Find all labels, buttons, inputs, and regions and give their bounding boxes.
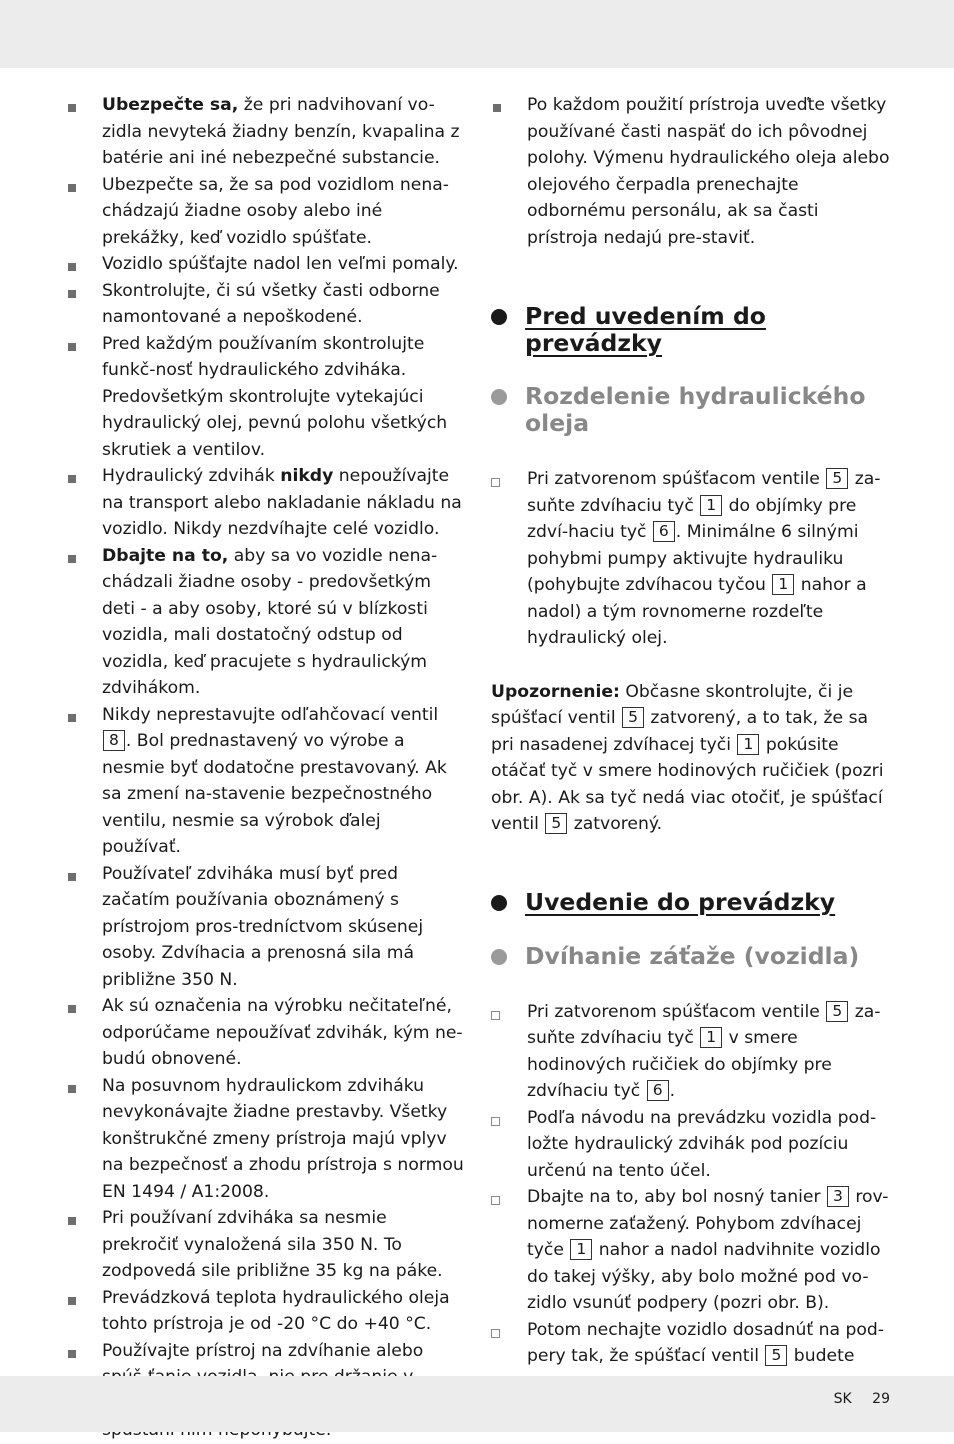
item-text	[102, 546, 437, 699]
text-run: Dbajte na to, aby bol nosný tanier	[527, 1187, 826, 1207]
text-run: . Bol prednastavený vo výrobe a nesmie byť dodatočne prestavovaný. Ak sa zmení na-stavenie bezpečnostného ventilu, nesmie sa výrobok ďalej používať.	[102, 731, 447, 857]
square-bullet-icon	[68, 343, 76, 351]
text-run: Používajte prístroj na zdvíhanie alebo	[102, 1340, 424, 1361]
checkbox-bullet-icon	[491, 1117, 500, 1126]
step-item	[491, 999, 891, 1105]
footer-band	[0, 1376, 954, 1432]
part-reference-number: 1	[700, 1027, 722, 1048]
text-run: v smere hodinových ručičiek do objímky pre zdvíhaciu tyč	[527, 1028, 832, 1101]
part-reference-number: 5	[622, 707, 644, 728]
item-text	[527, 1002, 880, 1102]
square-bullet-icon	[68, 555, 76, 563]
square-bullet-icon	[68, 1297, 76, 1305]
bullet-dot-icon	[491, 949, 507, 965]
square-bullet-icon	[68, 1350, 76, 1358]
square-bullet-icon	[68, 1005, 76, 1013]
left-column	[66, 92, 464, 1444]
step-item	[491, 1317, 891, 1370]
text-run: Nikdy neprestavujte odľahčovací ventil	[102, 704, 439, 725]
square-bullet-icon	[68, 1085, 76, 1093]
item-text	[102, 175, 449, 248]
text-run: že pri nadvihovaní vo-zidla nevyteká žiadny benzín, kvapalina z batérie ani iné nebezpečné substancie.	[102, 95, 460, 168]
text-run: budete	[788, 1346, 855, 1366]
safety-item	[66, 993, 464, 1073]
item-text	[102, 1288, 450, 1335]
square-bullet-icon	[68, 475, 76, 483]
step-item	[491, 1105, 891, 1185]
heading-text: Rozdelenie hydraulického oleja	[525, 382, 866, 437]
step-item	[491, 466, 891, 652]
text-run: Po každom použití prístroja uveďte všetky používané časti naspäť do ich pôvodnej polohy. Výmenu hydraulického oleja alebo olejového čerpadla prenechajte odbornému personálu, ak sa časti prístroja nedajú pre-staviť.	[527, 95, 890, 248]
safety-item	[491, 92, 891, 251]
square-bullet-icon	[493, 104, 501, 112]
part-reference-number: 8	[103, 730, 125, 751]
part-reference-number: 5	[826, 468, 848, 489]
text-run: pokúsite otáčať tyč v smere hodinových ručičiek (pozri obr. A). Ak sa tyč nedá viac otočiť, je spúšťací ventil	[491, 734, 884, 834]
text-run: rov-nomerne zaťažený. Pohybom zdvíhacej tyče	[527, 1187, 889, 1260]
language-code: SK	[833, 1391, 852, 1407]
step-item	[491, 1184, 891, 1317]
part-reference-number: 1	[737, 734, 759, 755]
square-bullet-icon	[68, 263, 76, 271]
text-run: Pri zatvorenom spúšťacom ventile	[527, 1001, 826, 1022]
part-reference-number: 1	[570, 1239, 592, 1260]
safety-item	[66, 463, 464, 543]
text-run: Podľa návodu na prevádzku vozidla pod-ložte hydraulický zdvihák pod pozíciu určenú na tento účel.	[527, 1107, 877, 1181]
text-run: Pred každým používaním skontrolujte funkč-nosť hydraulického zdviháka. Predovšetkým skontrolujte vytekajúci hydraulický olej, pevnú polohu všetkých skrutiek a ventilov.	[102, 333, 448, 460]
subsection-heading	[491, 943, 891, 970]
item-text	[102, 95, 460, 168]
bold-text: Upozornenie:	[491, 681, 620, 702]
part-reference-number: 5	[765, 1345, 787, 1366]
part-reference-number: 6	[647, 1080, 669, 1101]
text-run: za-suňte zdvíhaciu tyč	[527, 469, 881, 516]
heading-text: Uvedenie do prevádzky	[525, 887, 836, 916]
heading-text: Pred uvedením do prevádzky	[525, 302, 766, 357]
checkbox-bullet-icon	[491, 1011, 500, 1020]
bold-text: nikdy	[280, 466, 334, 486]
part-reference-number: 3	[827, 1186, 849, 1207]
item-text	[102, 466, 462, 539]
text-run: Občasne skontrolujte, či je spúšťací ventil	[491, 681, 854, 728]
part-reference-number: 1	[700, 495, 722, 516]
text-run: nahor a nadol nadvihnite vozidlo do takej výšky, aby bolo možné pod vo-zidlo vsunúť podpery (pozri obr. B).	[527, 1240, 881, 1313]
checkbox-bullet-icon	[491, 478, 500, 487]
square-bullet-icon	[68, 104, 76, 112]
bullet-dot-icon	[491, 389, 507, 405]
subsection-heading	[491, 383, 891, 437]
item-text	[102, 281, 440, 328]
page-footer	[834, 1391, 890, 1407]
text-run: Ubezpečte sa, že sa pod vozidlom nena-chádzajú žiadne osoby alebo iné prekážky, keď vozidlo spúšťate.	[102, 174, 450, 248]
item-text	[102, 254, 459, 274]
safety-item	[66, 543, 464, 702]
text-run: zatvorený.	[568, 814, 663, 834]
item-text	[102, 334, 447, 460]
heading-text: Dvíhanie záťaže (vozidla)	[525, 941, 860, 970]
note-paragraph	[491, 679, 891, 838]
note-text	[491, 682, 883, 835]
item-text	[102, 996, 463, 1069]
text-run: .	[669, 1081, 676, 1101]
safety-item	[66, 251, 464, 278]
text-run: . Minimálne 6 silnými pohybmi pumpy aktivujte hydrauliku (pohybujte zdvíhacou tyčou	[527, 522, 859, 595]
item-text	[102, 1076, 464, 1202]
item-text	[527, 1187, 888, 1313]
section-heading	[491, 889, 891, 916]
bullet-dot-icon	[491, 895, 507, 911]
safety-item	[66, 331, 464, 464]
text-run: Skontrolujte, či sú všetky časti odborne namontované a nepoškodené.	[102, 280, 440, 327]
item-text	[527, 1320, 884, 1367]
safety-item	[66, 278, 464, 331]
text-run: Pri používaní zdviháka sa nesmie prekročiť vynaložená sila 350 N. To zodpovedá sile približne 35 kg na páke.	[102, 1208, 443, 1281]
checkbox-bullet-icon	[491, 1329, 500, 1338]
checkbox-bullet-icon	[491, 1196, 500, 1205]
part-reference-number: 5	[545, 813, 567, 834]
text-run: aby sa vo vozidle nena-chádzali žiadne osoby - predovšetkým deti - a aby osoby, ktoré sú v blízkosti vozidla, mali dostatočný odstup od vozidla, keď pracujete s hydraulickým zdvihákom.	[102, 545, 438, 698]
item-text	[102, 864, 423, 990]
bullet-dot-icon	[491, 309, 507, 325]
part-reference-number: 6	[653, 521, 675, 542]
section-heading	[491, 303, 891, 357]
text-run: Používateľ zdviháka musí byť pred začatím používania oboznámený s prístrojom pros-tredníctvom skúsenej osoby. Zdvíhacia a prenosná sila má približne 350 N.	[102, 863, 424, 990]
right-column	[491, 92, 891, 1370]
square-bullet-icon	[68, 184, 76, 192]
text-run: Hydraulický zdvihák	[102, 466, 281, 486]
text-run: nahor a nadol) a tým rovnomerne rozdeľte hydraulický olej.	[527, 575, 867, 648]
text-run: Vozidlo spúšťajte nadol len veľmi pomaly.	[102, 254, 459, 274]
text-run: Pri zatvorenom spúšťacom ventile	[527, 469, 826, 489]
item-text	[102, 1208, 443, 1281]
bold-text: Dbajte na to,	[102, 545, 229, 566]
square-bullet-icon	[68, 873, 76, 881]
item-text	[527, 1108, 876, 1181]
bold-text: Ubezpečte sa,	[102, 95, 239, 115]
page-number: 29	[872, 1391, 890, 1407]
safety-item	[66, 702, 464, 861]
safety-item	[66, 1285, 464, 1338]
text-run: Potom nechajte vozidlo dosadnúť na pod-pery tak, že spúšťací ventil	[527, 1319, 885, 1366]
text-run: Na posuvnom hydraulickom zdviháku nevykonávajte žiadne prestavby. Všetky konštrukčné zmeny prístroja majú vplyv na bezpečnosť a zhodu prístroja s normou EN 1494 / A1:2008.	[102, 1075, 464, 1202]
text-run: za-suňte zdvíhaciu tyč	[527, 1001, 881, 1048]
header-band	[0, 0, 954, 68]
item-text	[527, 95, 890, 248]
text-run: do objímky pre zdví-haciu tyč	[527, 495, 857, 542]
safety-item	[66, 92, 464, 172]
text-run: nepoužívajte na transport alebo nakladanie nákladu na vozidlo. Nikdy nezdvíhajte celé vozidlo.	[102, 466, 462, 539]
text-run: Ak sú označenia na výrobku nečitateľné, odporúčame nepoužívať zdvihák, kým ne-budú obnovené.	[102, 996, 463, 1069]
square-bullet-icon	[68, 714, 76, 722]
part-reference-number: 5	[826, 1001, 848, 1022]
safety-item	[66, 1073, 464, 1206]
text-run: zatvorený, a to tak, že sa pri nasadenej zdvíhacej tyči	[491, 708, 869, 755]
item-text	[527, 469, 880, 648]
safety-item	[66, 1205, 464, 1285]
safety-item	[66, 172, 464, 252]
part-reference-number: 1	[772, 574, 794, 595]
text-run: Prevádzková teplota hydraulického oleja tohto prístroja je od -20 °C do +40 °C.	[102, 1287, 450, 1334]
square-bullet-icon	[68, 1217, 76, 1225]
square-bullet-icon	[68, 290, 76, 298]
safety-item	[66, 861, 464, 994]
item-text	[102, 705, 447, 858]
